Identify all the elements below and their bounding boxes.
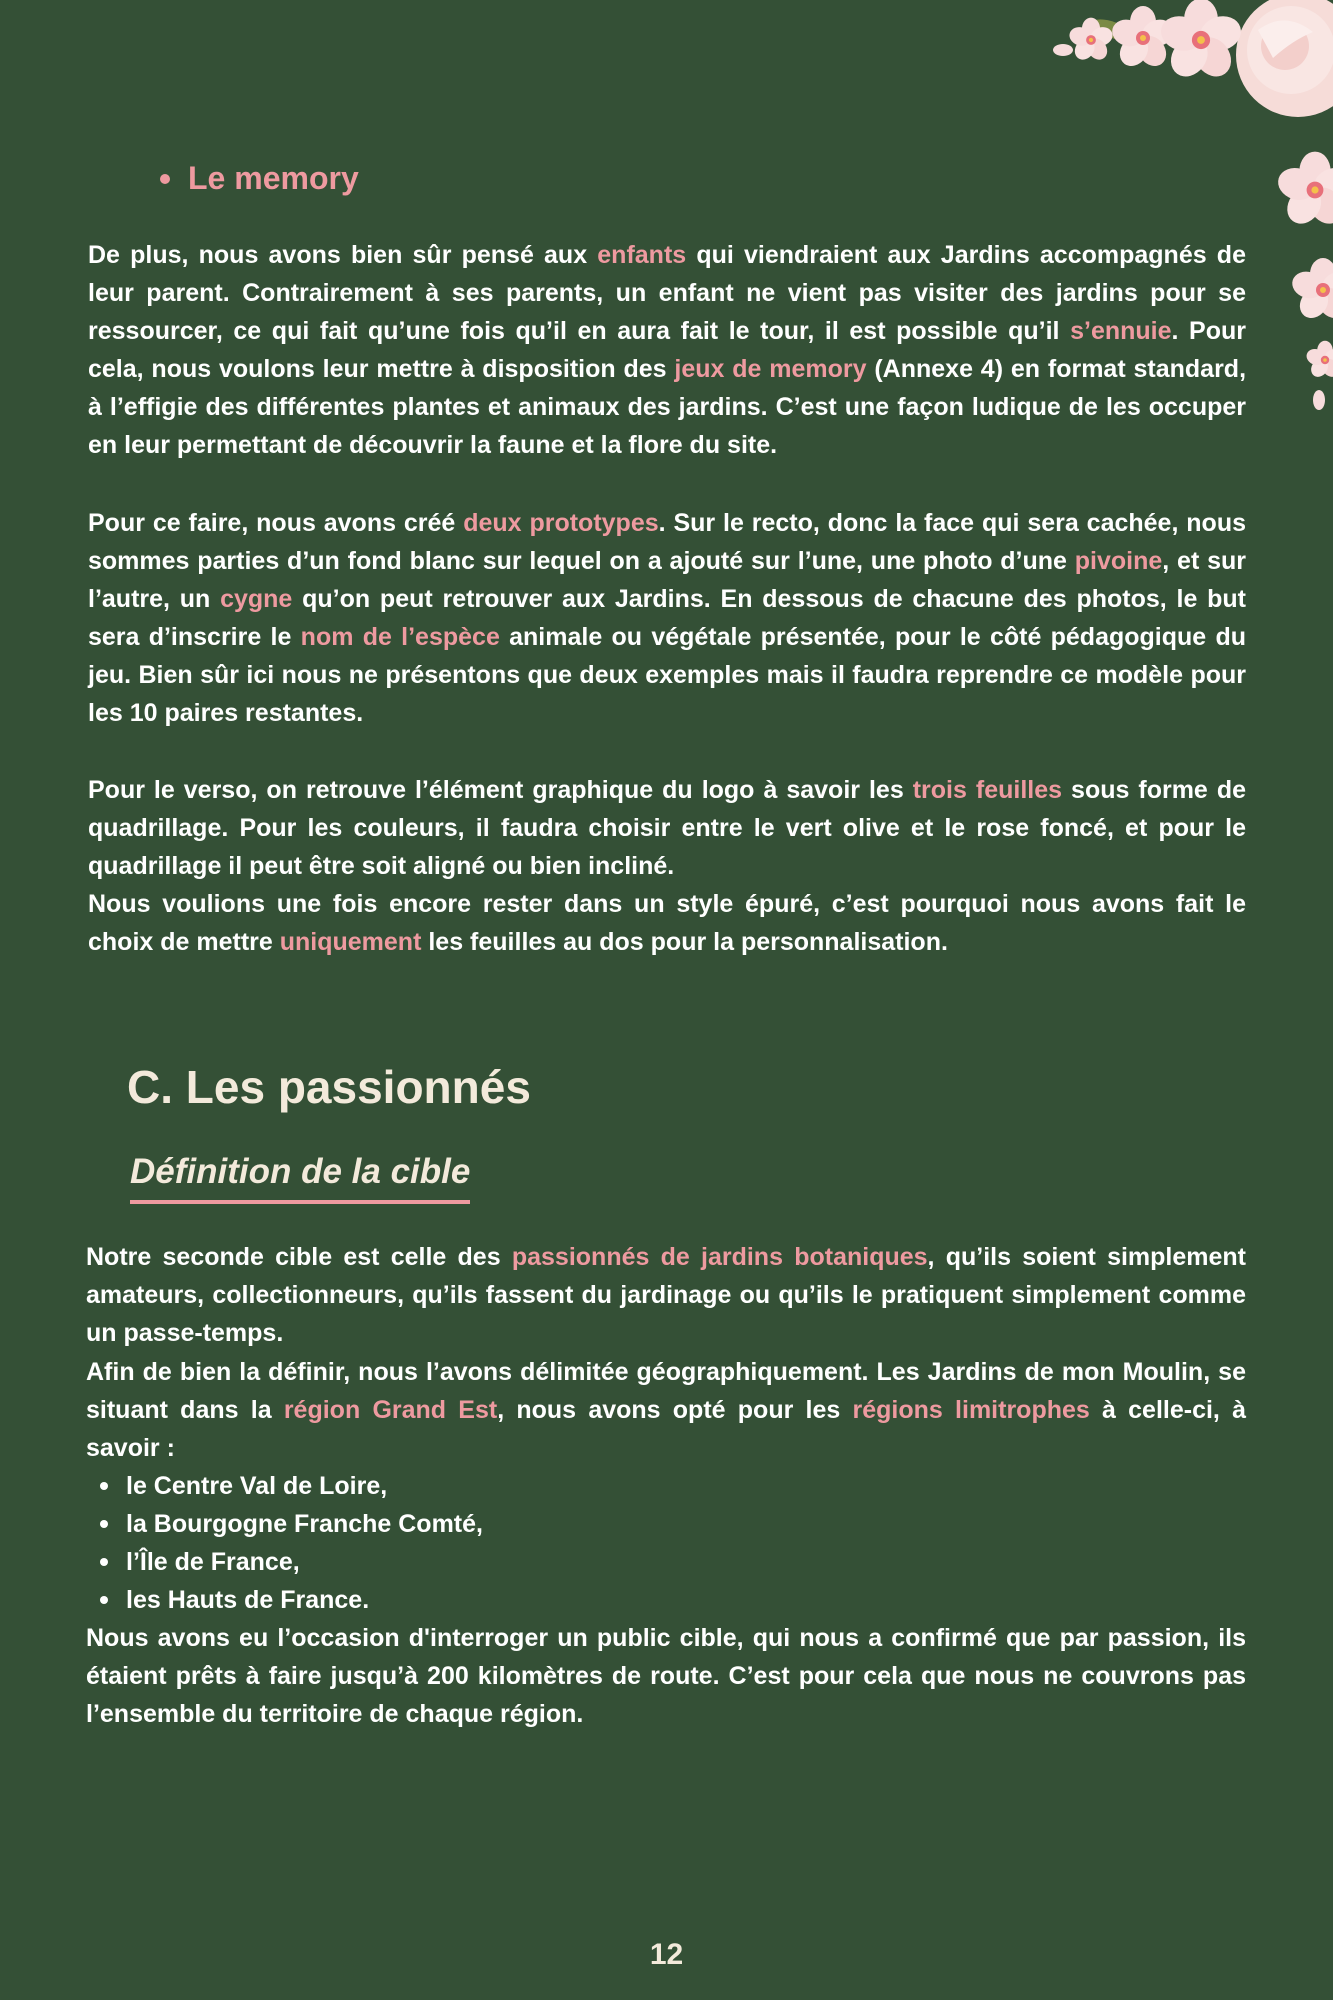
highlighted-text: trois feuilles [912, 776, 1063, 804]
section-subtitle: Définition de la cible [130, 1152, 470, 1204]
list-item: la Bourgogne Franche Comté, [100, 1505, 483, 1543]
text-segment: qu’on peut retrouver aux Jardins. En dessous de chacune des photos, le but sera d’inscrire le [88, 585, 1246, 651]
highlighted-text: uniquement [279, 928, 422, 956]
text-segment: Nous voulions une fois encore rester dans un style épuré, c’est pourquoi nous avons fait le choix de mettre [88, 890, 1246, 956]
text-segment: à celle-ci, à savoir : [86, 1396, 1246, 1462]
bullet-icon [100, 1596, 108, 1604]
text-segment: Pour le verso, on retrouve l’élément graphique du logo à savoir les [88, 776, 913, 804]
memory-paragraph-1 [88, 236, 1246, 464]
highlighted-text: régions limitrophes [852, 1396, 1090, 1424]
bullet-icon [100, 1482, 108, 1490]
highlighted-text: deux prototypes [463, 509, 659, 537]
passionnes-paragraph-1 [86, 1238, 1246, 1352]
highlighted-text: passionnés de jardins botaniques [511, 1243, 928, 1271]
bullet-icon [160, 174, 170, 184]
bullet-icon [100, 1558, 108, 1566]
text-segment: . Sur le recto, donc la face qui sera cachée, nous sommes parties d’un fond blanc sur lequel on a ajouté sur l’une, une photo d’une [88, 509, 1246, 575]
text-segment: Pour ce faire, nous avons créé [88, 509, 464, 537]
text-segment: , qu’ils soient simplement amateurs, collectionneurs, qu’ils fassent du jardinage ou qu’ils le pratiquent simplement comme un passe-temps. [86, 1243, 1246, 1347]
highlighted-text: cygne [220, 585, 293, 613]
highlighted-text: région Grand Est [283, 1396, 498, 1424]
memory-heading [160, 160, 359, 197]
text-segment: Afin de bien la définir, nous l’avons délimitée géographiquement. Les Jardins de mon Moulin, se situant dans la [86, 1358, 1246, 1424]
list-item: le Centre Val de Loire, [100, 1467, 483, 1505]
text-segment: les feuilles au dos pour la personnalisation. [421, 928, 948, 956]
section-title: C. Les passionnés [127, 1061, 531, 1113]
text-segment: , et sur l’autre, un [88, 547, 1246, 613]
text-segment: . Pour cela, nous voulons leur mettre à disposition des [88, 317, 1246, 383]
page-number: 12 [649, 1938, 684, 1971]
text-segment: Notre seconde cible est celle des [86, 1243, 512, 1271]
bullet-icon [100, 1520, 108, 1528]
memory-paragraph-2 [88, 504, 1246, 732]
passionnes-paragraph-3 [86, 1619, 1246, 1733]
memory-heading-label: Le memory [188, 160, 359, 196]
text-segment: sous forme de quadrillage. Pour les couleurs, il faudra choisir entre le vert olive et le rose foncé, et pour le quadrillage il peut être soit aligné ou bien incliné. [88, 776, 1246, 880]
text-segment: animale ou végétale présentée, pour le côté pédagogique du jeu. Bien sûr ici nous ne présentons que deux exemples mais il faudra reprendre ce modèle pour les 10 paires restantes. [88, 623, 1246, 727]
text-segment: De plus, nous avons bien sûr pensé aux [88, 241, 598, 269]
highlighted-text: jeux de memory [674, 355, 867, 383]
passionnes-paragraph-2 [86, 1353, 1246, 1467]
highlighted-text: s’ennuie [1070, 317, 1172, 345]
highlighted-text: enfants [597, 241, 687, 269]
memory-paragraph-3 [88, 771, 1246, 885]
text-segment: (Annexe 4) en format standard, à l’effigie des différentes plantes et animaux des jardins. C’est une façon ludique de les occuper en leur permettant de découvrir la faune et la flore du site. [88, 355, 1247, 459]
text-segment: qui viendraient aux Jardins accompagnés de leur parent. Contrairement à ses parents, un enfant ne vient pas visiter des jardins pour se ressourcer, ce qui fait qu’une fois qu’il en aura fait le tour, il est possible qu’il [88, 241, 1246, 345]
highlighted-text: nom de l’espèce [300, 623, 500, 651]
regions-list [100, 1467, 483, 1619]
text-segment: Nous avons eu l’occasion d'interroger un public cible, qui nous a confirmé que par passion, ils étaient prêts à faire jusqu’à 200 kilomètres de route. C’est pour cela que nous ne couvrons pas l’ensemble du territoire de chaque région. [86, 1624, 1246, 1728]
highlighted-text: pivoine [1074, 547, 1163, 575]
list-item: l’Île de France, [100, 1543, 483, 1581]
text-segment: , nous avons opté pour les [497, 1396, 853, 1424]
list-item: les Hauts de France. [100, 1581, 483, 1619]
memory-paragraph-4 [88, 885, 1246, 961]
